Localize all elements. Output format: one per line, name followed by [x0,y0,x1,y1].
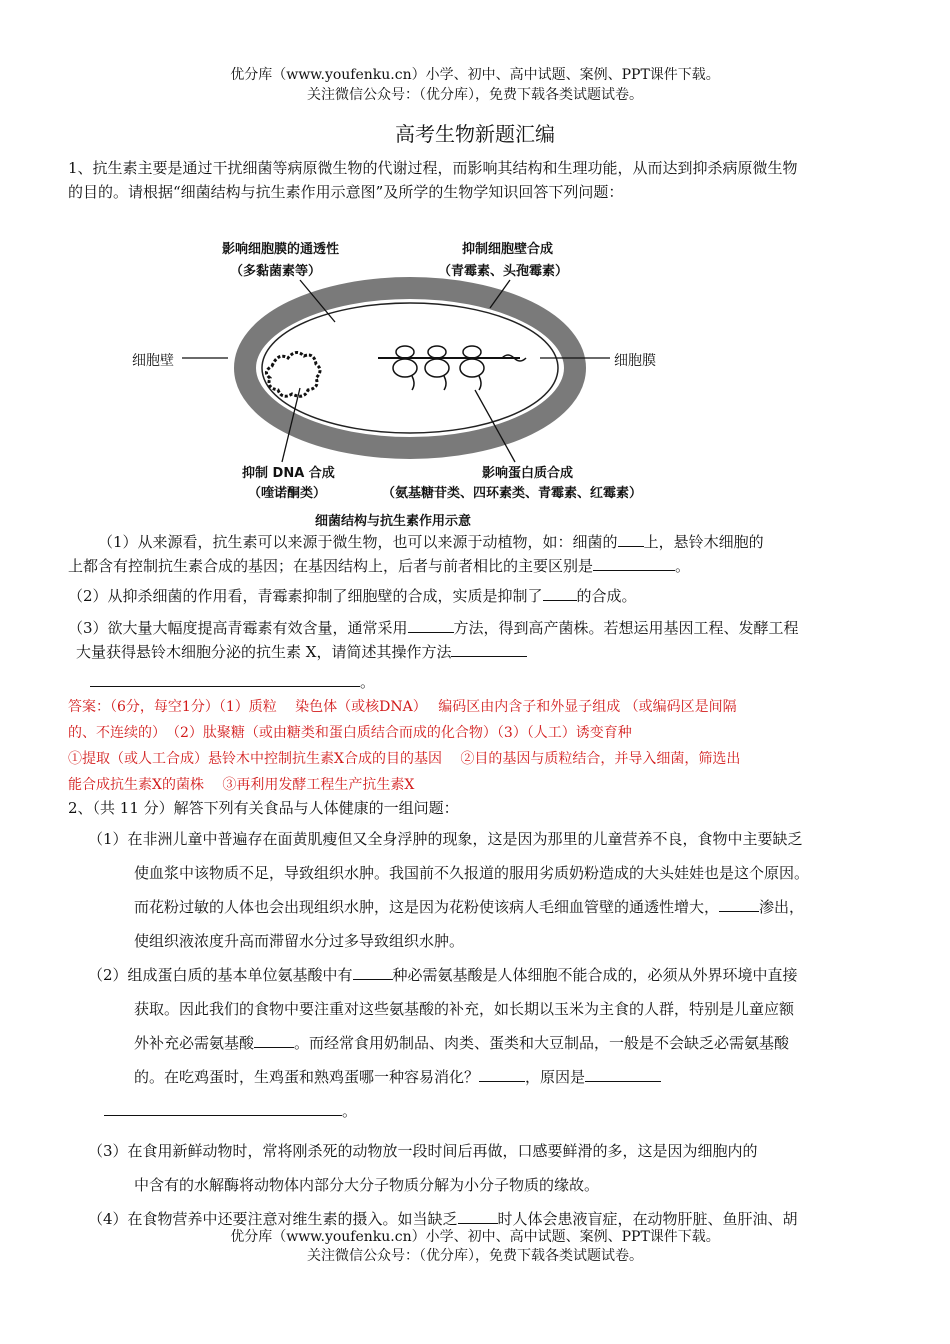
q1-intro-line1: 1、抗生素主要是通过干扰细菌等病原微生物的代谢过程，而影响其结构和生理功能，从而达到抑杀病原微生物 [68,159,798,177]
q1-answer-line4: 能合成抗生素X的菌株 ③再利用发酵工程生产抗生素X [68,777,415,793]
q1-sub1-line2 [68,554,898,578]
label-membrane-perm-sub: （多黏菌素等） [230,264,322,279]
page-header-line2: 关注微信公众号：（优分库），免费下载各类试题试卷。 [307,87,643,103]
q2 [68,796,898,1236]
diagram-caption: 细菌结构与抗生素作用示意 [315,514,472,529]
cell-membrane-shape [262,303,558,433]
q2-sub1-line1: （1）在非洲儿童中普遍存在面黄肌瘦但又全身浮肿的现象，这是因为那里的儿童营养不良，食物中主要缺乏 [88,830,803,848]
answer-blank[interactable] [451,642,527,657]
page-footer-line2: 关注微信公众号：（优分库），免费下载各类试题试卷。 [307,1248,643,1264]
q1-sub3-line2 [68,640,898,664]
answer-blank[interactable] [479,1067,525,1082]
q1-sub1-text-a: （1）从来源看，抗生素可以来源于微生物，也可以来源于动植物，如：细菌的 [98,533,618,551]
label-membrane-perm: 影响细胞膜的通透性 [222,242,340,257]
q2-sub1-line4: 使组织液浓度升高而滞留水分过多导致组织水肿。 [134,932,465,950]
answer-blank[interactable] [593,556,675,571]
q2-sub4-text-a: （4）在食物营养中还要注意对维生素的摄入。如当缺乏 [88,1210,458,1228]
q2-sub2-text-f: 的。在吃鸡蛋时，生鸡蛋和熟鸡蛋哪一种容易消化？ [134,1068,480,1086]
q1-sub3-text-a: （3）欲大量大幅度提高青霉素有效含量，通常采用 [68,619,408,637]
q1-answer-line2: 的、不连续的） （2）肽聚糖（或由糖类和蛋白质结合而成的化合物）（3）（人工）诱变育种 [68,725,632,741]
page-title: 高考生物新题汇编 [395,122,555,146]
answer-blank[interactable] [618,532,644,547]
ribosome-2 [425,346,449,390]
q1-intro-line2: 的目的。请根据“细菌结构与抗生素作用示意图”及所学的生物学知识回答下列问题： [68,183,624,201]
page-footer-line1: 优分库（www.youfenku.cn）小学、初中、高中试题、案例、PPT课件下载。 [230,1229,720,1245]
q2-sub1-text-c: 而花粉过敏的人体也会出现组织水肿，这是因为花粉使该病人毛细血管壁的通透性增大， [134,898,720,916]
q1-sub2-text-a: （2）从抑杀细菌的作用看，青霉素抑制了细胞壁的合成，实质是抑制了 [68,587,543,605]
q1-sub3-line1 [68,616,898,640]
q2-sub3-line2: 中含有的水解酶将动物体内部分大分子物质分解为小分子物质的缘故。 [134,1176,600,1194]
answer-blank[interactable] [254,1033,294,1048]
q2-intro: 2、（共 11 分）解答下列有关食品与人体健康的一组问题： [68,799,459,817]
answer-blank[interactable] [543,586,577,601]
dna-tangle [266,352,320,396]
q2-sub1-line2: 使血浆中该物质不足，导致组织水肿。我国前不久报道的服用劣质奶粉造成的大头娃娃也是这个原因。 [134,864,810,882]
q2-sub1-text-d: 渗出， [759,898,805,916]
answer-blank[interactable] [408,618,454,633]
q2-sub3-line1: （3）在食用新鲜动物时，常将刚杀死的动物放一段时间后再做，口感要鲜滑的多，这是因为细胞内的 [88,1142,758,1160]
q2-sub4-text-b: 时人体会患液盲症，在动物肝脏、鱼肝油、胡 [497,1210,798,1228]
q1-subquestions [68,530,898,694]
ribosome-1 [393,346,417,390]
q1-sub2 [68,584,898,608]
q2-sub2-text-b: 种必需氨基酸是人体细胞不能合成的，必须从外界环境中直接 [392,966,798,984]
q1-sub1-line1 [68,530,898,554]
label-protein: 影响蛋白质合成 [482,466,574,481]
answer-blank[interactable] [104,1101,342,1116]
q2-sub2-text-g: ，原因是 [525,1068,586,1086]
q1-sub3-line3 [68,670,898,694]
q2-sub2-text-a: （2）组成蛋白质的基本单位氨基酸中有 [88,966,353,984]
q1-sub1-text-d: 。 [675,557,691,575]
q2-sub2-text-d: 外补充必需氨基酸 [134,1034,255,1052]
q1-sub2-text-b: 的合成。 [576,587,637,605]
q1-sub1-text-c: 上都含有控制抗生素合成的基因；在基因结构上，后者与前者相比的主要区别是 [68,557,594,575]
q2-sub1-line3 [68,890,898,924]
label-membrane: 细胞膜 [614,353,656,369]
answer-blank[interactable] [90,672,360,687]
label-dna-sub: （喹诺酮类） [248,486,327,501]
q1-sub3-text-c: 大量获得悬铃木细胞分泌的抗生素 X，请简述其操作方法 [76,643,452,661]
q1-answer-line3: ①提取（或人工合成）悬铃木中控制抗生素X合成的目的基因 ②目的基因与质粒结合，并导入细菌，筛选出 [68,751,741,767]
q2-sub2-line1 [68,958,898,992]
label-protein-sub: （氨基糖苷类、四环素类、青霉素、红霉素） [382,486,643,501]
bacteria-antibiotic-diagram [130,230,690,530]
q1-answer [68,694,888,798]
q1-sub3-text-b: 方法，得到高产菌株。若想运用基因工程、发酵工程 [453,619,799,637]
answer-blank[interactable] [353,965,393,980]
q1-intro [68,156,898,204]
q2-sub2-line3 [68,1026,898,1060]
q2-sub2-text-e: 。而经常食用奶制品、肉类、蛋类和大豆制品，一般是不会缺乏必需氨基酸 [294,1034,790,1052]
q1-answer-line1: 答案：（6分，每空1分）（1）质粒 染色体（或核DNA） 编码区由内含子和外显子组成 （或编码区是间隔 [68,699,737,715]
label-wall: 细胞壁 [132,353,174,369]
q2-sub2-line5 [68,1094,898,1128]
label-wall-synth-sub: （青霉素、头孢霉素） [438,264,569,279]
answer-blank[interactable] [585,1067,661,1082]
answer-blank[interactable] [458,1209,498,1224]
q2-sub2-line4 [68,1060,898,1094]
q1-sub3-text-d: 。 [360,673,376,691]
q2-sub2-text-h: 。 [342,1102,358,1120]
label-dna: 抑制 DNA 合成 [242,466,335,481]
q1-sub1-text-b: 上，悬铃木细胞的 [643,533,764,551]
cell-wall-shape [245,288,575,448]
ribosome-3 [460,346,484,390]
label-wall-synth: 抑制细胞壁合成 [462,242,554,257]
page-header-line1: 优分库（www.youfenku.cn）小学、初中、高中试题、案例、PPT课件下载。 [230,67,720,83]
q2-sub2-line2: 获取。因此我们的食物中要注重对这些氨基酸的补充，如长期以玉米为主食的人群，特别是儿童应额 [134,1000,795,1018]
answer-blank[interactable] [719,897,759,912]
